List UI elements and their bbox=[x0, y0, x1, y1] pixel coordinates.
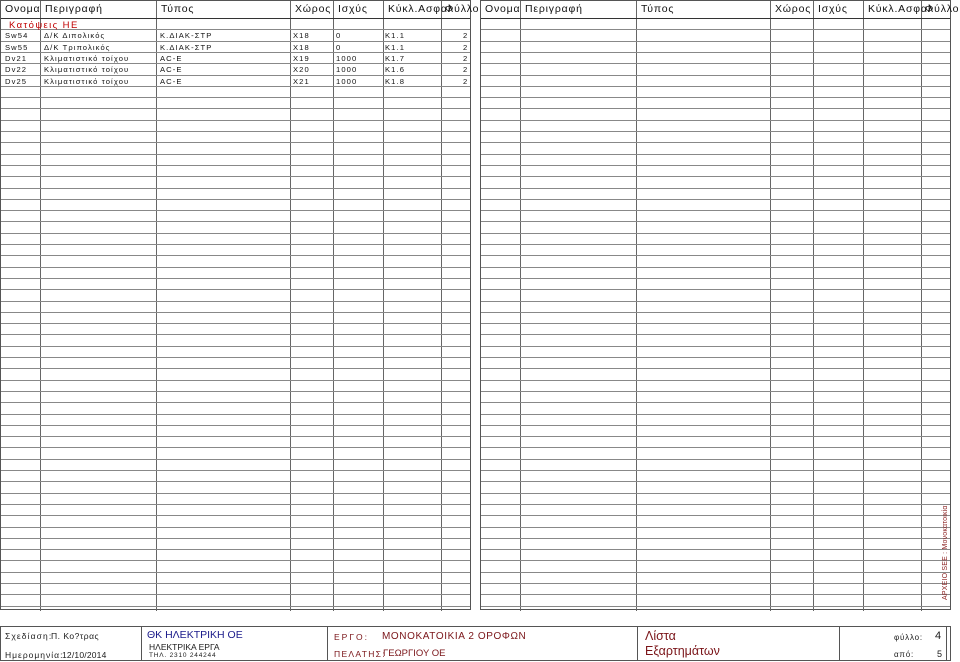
row-1-power: 0 bbox=[336, 31, 342, 41]
row-4-room: X20 bbox=[293, 65, 310, 75]
left-header-power: Ισχύς bbox=[338, 3, 368, 15]
right-header-circuit-fuse: Κύκλ.Ασφαλ bbox=[868, 3, 934, 15]
client-value: ΓΕΩΡΓΙΟΥ ΟΕ bbox=[383, 648, 446, 659]
date-value: 12/10/2014 bbox=[62, 650, 107, 660]
sheet-number: 4 bbox=[935, 630, 942, 642]
row-2-power: 0 bbox=[336, 42, 342, 52]
row-3-name: Dv21 bbox=[5, 53, 28, 63]
row-2-name: Sw55 bbox=[5, 42, 29, 52]
date-label: Ημερομηνία: bbox=[5, 650, 64, 660]
drawn-by-value: Π. Κο?τρας bbox=[51, 631, 100, 641]
company-subtitle: ΗΛΕΚΤΡΙΚΑ ΕΡΓΑ bbox=[149, 642, 220, 652]
row-1-circuit: K1.1 bbox=[385, 31, 406, 41]
row-3-room: X19 bbox=[293, 53, 310, 63]
document-title-line2: Εξαρτημάτων bbox=[645, 644, 720, 658]
drawn-by-label: Σχεδίαση: bbox=[5, 631, 53, 641]
left-header-sheet: Φύλλο bbox=[445, 3, 480, 15]
row-3-circuit: K1.7 bbox=[385, 53, 406, 63]
right-header-type: Τύπος bbox=[641, 3, 675, 15]
left-header-name: Ονομα bbox=[5, 3, 41, 15]
row-3-power: 1000 bbox=[336, 53, 358, 63]
of-label: από: bbox=[894, 650, 915, 659]
row-2-sheet: 2 bbox=[463, 42, 469, 52]
section-title: Κατόψεις ΗΕ bbox=[9, 20, 79, 31]
left-header-type: Τύπος bbox=[161, 3, 195, 15]
row-5-name: Dv25 bbox=[5, 76, 28, 86]
left-header-room: Χώρος bbox=[295, 3, 332, 15]
row-4-power: 1000 bbox=[336, 65, 358, 75]
total-sheets: 5 bbox=[937, 649, 943, 659]
right-header-room: Χώρος bbox=[775, 3, 812, 15]
row-3-sheet: 2 bbox=[463, 53, 469, 63]
sheet-label: φύλλο: bbox=[894, 633, 923, 642]
components-table-right bbox=[480, 0, 960, 610]
row-4-circuit: K1.6 bbox=[385, 65, 406, 75]
row-5-power: 1000 bbox=[336, 76, 358, 86]
archive-label: ΑΡΧΕΙΟ SEE : Μονοκατοικία bbox=[942, 505, 949, 600]
row-5-room: X21 bbox=[293, 76, 310, 86]
row-4-name: Dv22 bbox=[5, 65, 28, 75]
components-table-left bbox=[0, 0, 480, 610]
row-3-desc: Κλιματιστικό τοίχου bbox=[44, 53, 130, 63]
right-header-sheet: Φύλλο bbox=[925, 3, 960, 15]
row-5-type: AC-E bbox=[160, 76, 183, 86]
row-1-name: Sw54 bbox=[5, 31, 29, 41]
row-1-sheet: 2 bbox=[463, 31, 469, 41]
row-1-desc: Δ/Κ Διπολικός bbox=[44, 31, 106, 41]
document-title-line1: Λίστα bbox=[645, 629, 676, 643]
row-5-sheet: 2 bbox=[463, 76, 469, 86]
row-4-sheet: 2 bbox=[463, 65, 469, 75]
company-name: ΘΚ ΗΛΕΚΤΡΙΚΗ ΟΕ bbox=[147, 629, 243, 641]
row-5-desc: Κλιματιστικό τοίχου bbox=[44, 76, 130, 86]
row-5-circuit: K1.8 bbox=[385, 76, 406, 86]
row-4-desc: Κλιματιστικό τοίχου bbox=[44, 65, 130, 75]
row-2-desc: Δ/Κ Τριπολικός bbox=[44, 42, 111, 52]
row-1-room: X18 bbox=[293, 31, 310, 41]
left-header-circuit-fuse: Κύκλ.Ασφαλ bbox=[388, 3, 454, 15]
company-phone: ΤΗΛ. 2310 244244 bbox=[149, 652, 217, 659]
row-2-type: Κ.ΔΙΑΚ-ΣΤΡ bbox=[160, 42, 213, 52]
title-block bbox=[0, 626, 951, 661]
right-header-description: Περιγραφή bbox=[525, 3, 583, 15]
row-2-room: X18 bbox=[293, 42, 310, 52]
row-1-type: Κ.ΔΙΑΚ-ΣΤΡ bbox=[160, 31, 213, 41]
left-header-description: Περιγραφή bbox=[45, 3, 103, 15]
right-header-power: Ισχύς bbox=[818, 3, 848, 15]
project-label: ΕΡΓΟ: bbox=[334, 632, 369, 642]
row-4-type: AC-E bbox=[160, 65, 183, 75]
project-value: ΜΟΝΟΚΑΤΟΙΚΙΑ 2 ΟΡΟΦΩΝ bbox=[382, 631, 527, 642]
right-header-name: Ονομα bbox=[485, 3, 521, 15]
row-2-circuit: K1.1 bbox=[385, 42, 406, 52]
client-label: ΠΕΛΑΤΗΣ: bbox=[334, 649, 386, 659]
row-3-type: AC-E bbox=[160, 53, 183, 63]
